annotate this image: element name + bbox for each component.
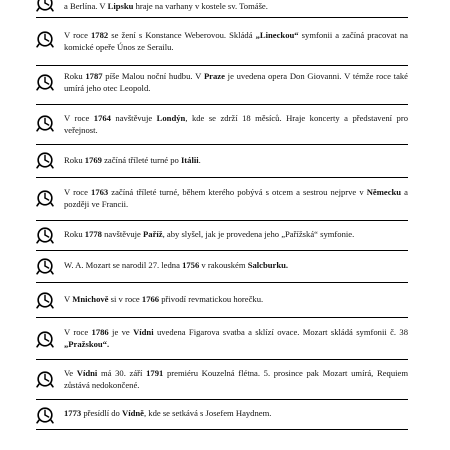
timeline-row-3 — [36, 104, 408, 145]
timeline-text: V roce 1764 navštěvuje Londýn, kde se zdrží 18 měsíců. Hraje koncerty a představení pro veřejnost. — [64, 113, 408, 135]
timeline-text: Roku 1778 navštěvuje Paříž, aby slyšel, jak je provedena jeho „Pařížská“ symfonie. — [64, 229, 355, 239]
timeline-row-8 — [36, 282, 408, 318]
timeline-text: Roku 1769 začíná tříleté turné po Itálii. — [64, 155, 201, 165]
clock-icon — [36, 370, 54, 388]
timeline-row-5 — [36, 177, 408, 221]
timeline-text: Roku 1787 píše Malou noční hudbu. V Praze je uvedena opera Don Giovanni. V témže roce také umírá jeho otec Leopold. — [64, 71, 408, 93]
clock-icon — [36, 257, 54, 275]
timeline-text: 1773 přesídlí do Vídně, kde se setkává s Josefem Haydnem. — [64, 408, 272, 418]
clock-icon — [36, 73, 54, 91]
clock-icon — [36, 330, 54, 348]
timeline-row-6 — [36, 220, 408, 251]
timeline-text: Ve Vídni má 30. září 1791 premiéru Kouzelná flétna. 5. prosince pak Mozart umírá, Requiem zůstává nedokončené. — [64, 368, 409, 390]
clock-icon — [36, 151, 54, 169]
clock-icon — [36, 189, 54, 207]
timeline-text: V roce 1763 začíná tříleté turné, během kterého pobývá s otcem a sestrou nejprve v Německu a později ve Francii. — [64, 187, 408, 209]
clock-icon — [36, 30, 54, 48]
timeline-row-9 — [36, 317, 408, 360]
timeline-row-7 — [36, 250, 408, 283]
clock-icon — [36, 291, 54, 309]
clock-icon — [36, 406, 54, 424]
timeline-row-10 — [36, 359, 408, 400]
timeline-row-1 — [36, 17, 408, 66]
clock-icon — [36, 226, 54, 244]
timeline-text: V roce 1786 je ve Vídni uvedena Figarova svatba a sklízí ovace. Mozart skládá symfonii č. 38 „Pražskou“. — [64, 327, 408, 349]
timeline-text: a Berlína. V Lipsku hraje na varhany v kostele sv. Tomáše. — [64, 1, 268, 11]
timeline-row-11 — [36, 399, 408, 430]
timeline-text: W. A. Mozart se narodil 27. ledna 1756 v rakouském Salcburku. — [64, 260, 289, 270]
timeline-text: V roce 1782 se žení s Konstance Weberovou. Skládá „Lineckou“ symfonii a začíná pracovat na komické opeře Únos ze Serailu. — [64, 30, 408, 52]
timeline-row-4 — [36, 144, 408, 178]
clock-icon — [36, 0, 54, 12]
timeline-row-0 — [36, 0, 408, 18]
clock-icon — [36, 114, 54, 132]
timeline-text: V Mnichově si v roce 1766 přivodí revmatickou horečku. — [64, 294, 264, 304]
timeline-row-2 — [36, 65, 408, 105]
